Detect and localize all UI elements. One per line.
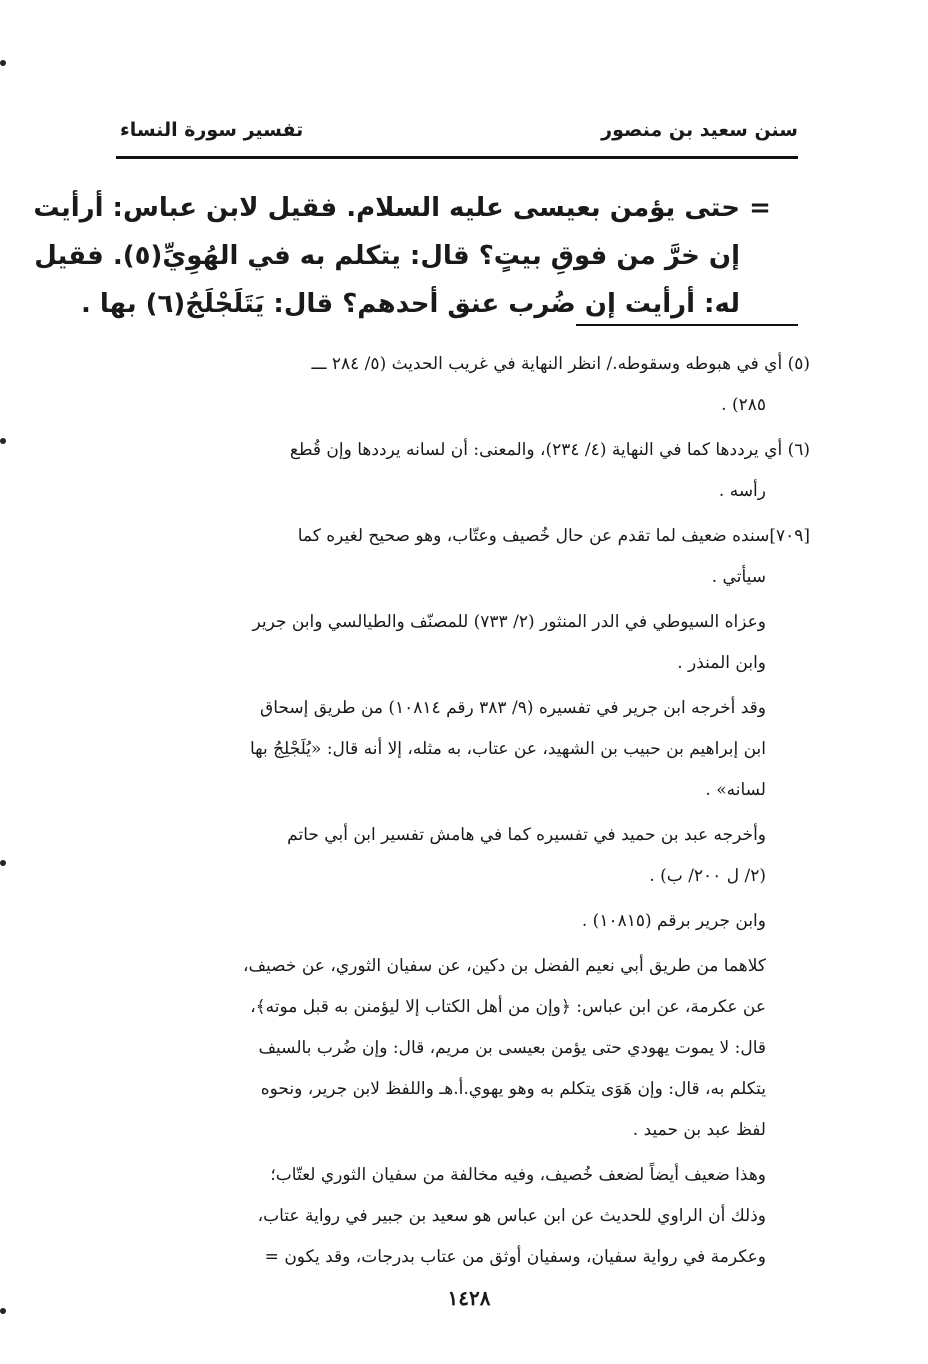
running-header xyxy=(120,108,798,152)
commentary-line: قال: لا يموت يهودي حتى يؤمن بعيسى بن مريم، قال: وإن ضُرب بالسيف xyxy=(258,1038,766,1058)
commentary-line: (٢/ ل ٢٠٠/ ب) . xyxy=(649,866,766,886)
commentary-line: [٧٠٩]سنده ضعيف لما تقدم عن حال خُصيف وعتّاب، وهو صحيح لغيره كما xyxy=(297,526,810,546)
commentary-line: وابن جرير برقم (١٠٨١٥) . xyxy=(581,911,766,931)
commentary-line: وعزاه السيوطي في الدر المنثور (٢/ ٧٣٣) للمصنّف والطيالسي وابن جرير xyxy=(252,612,766,632)
commentary-line: وعكرمة في رواية سفيان، وسفيان أوثق من عتاب بدرجات، وقد يكون = xyxy=(264,1247,766,1267)
footnote-line: (٦) أي يرددها كما في النهاية (٤/ ٢٣٤)، والمعنى: أن لسانه يرددها وإن قُطع xyxy=(289,440,810,460)
main-text-line: له: أرأيت إن ضُرب عنق أحدهم؟ قال: يَتَلَجْلَجُ(٦) بها . xyxy=(80,289,740,319)
commentary-paragraph xyxy=(104,602,810,684)
footnote-line: ٢٨٥) . xyxy=(721,395,766,415)
main-text-rule xyxy=(576,324,798,326)
commentary-line: ابن إبراهيم بن حبيب بن الشهيد، عن عتاب، به مثله، إلا أنه قال: «يُلَجْلِجُ بها xyxy=(249,739,766,759)
commentary-paragraph xyxy=(104,815,810,897)
commentary-line: وقد أخرجه ابن جرير في تفسيره (٩/ ٣٨٣ رقم ١٠٨١٤) من طريق إسحاق xyxy=(260,698,766,718)
scan-mark xyxy=(0,1308,6,1314)
commentary-line: وهذا ضعيف أيضاً لضعف خُصيف، وفيه مخالفة من سفيان الثوري لعتّاب؛ xyxy=(270,1165,766,1185)
commentary-line: يتكلم به، قال: وإن هَوَى يتكلم به وهو يهوي.أ.هـ واللفظ لابن جرير، ونحوه xyxy=(260,1079,766,1099)
commentary-paragraph xyxy=(104,516,810,598)
commentary-paragraph xyxy=(104,688,810,811)
continuation-mark: = xyxy=(749,193,771,223)
header-rule xyxy=(116,156,798,159)
scan-mark xyxy=(0,438,6,444)
commentary-line: سيأتي . xyxy=(711,567,766,587)
commentary-line: عن عكرمة، عن ابن عباس: ﴿وإن من أهل الكتاب إلا ليؤمنن به قبل موته﴾، xyxy=(250,997,766,1017)
commentary-line: لفظ عبد بن حميد . xyxy=(632,1120,766,1140)
scan-mark xyxy=(0,860,6,866)
commentary-line: وأخرجه عبد بن حميد في تفسيره كما في هامش تفسير ابن أبي حاتم xyxy=(287,825,766,845)
notes-section xyxy=(104,344,810,1282)
book-title: سنن سعيد بن منصور xyxy=(601,119,798,141)
footnote-line: رأسه . xyxy=(718,481,766,501)
commentary-line: وذلك أن الراوي للحديث عن ابن عباس هو سعيد بن جبير في رواية عتاب، xyxy=(257,1206,766,1226)
footnote-5 xyxy=(104,344,810,426)
footnote-line: (٥) أي في هبوطه وسقوطه./ انظر النهاية في غريب الحديث (٥/ ٢٨٤ ـــ xyxy=(311,354,810,374)
main-text-line: حتى يؤمن بعيسى عليه السلام. فقيل لابن عباس: أرأيت xyxy=(33,193,740,223)
commentary-line: وابن المنذر . xyxy=(677,653,766,673)
commentary-line: كلاهما من طريق أبي نعيم الفضل بن دكين، عن سفيان الثوري، عن خصيف، xyxy=(242,956,766,976)
main-text-block xyxy=(33,184,740,328)
scan-mark xyxy=(0,60,6,66)
main-text-line: إن خرَّ من فوقِ بيتٍ؟ قال: يتكلم به في الهُوِيِّ(٥). فقيل xyxy=(34,241,740,271)
commentary-paragraph xyxy=(104,946,810,1151)
footnote-6 xyxy=(104,430,810,512)
page-number: ١٤٢٨ xyxy=(447,1286,491,1310)
commentary-paragraph xyxy=(104,1155,810,1278)
commentary-line: لسانه» . xyxy=(705,780,766,800)
section-title: تفسير سورة النساء xyxy=(120,119,304,141)
commentary-paragraph xyxy=(104,901,810,942)
